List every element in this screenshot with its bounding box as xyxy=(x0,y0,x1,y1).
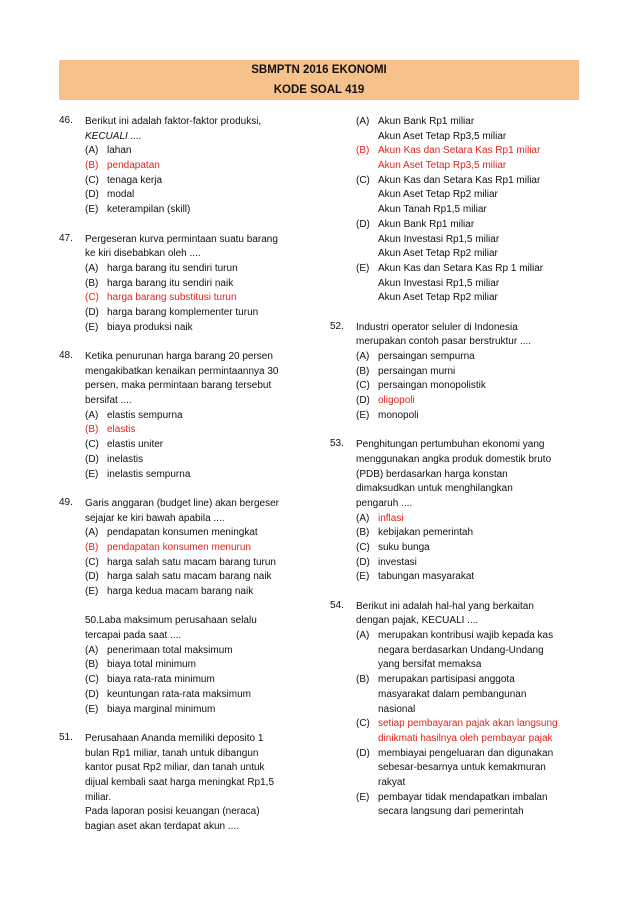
option-d-answer: (D) oligopoli xyxy=(356,395,415,407)
question-stem-line: dimaksudkan untuk menghilangkan xyxy=(356,483,513,495)
question-stem-line: Garis anggaran (budget line) akan bergeser xyxy=(85,497,280,509)
option-b: (B) harga barang itu sendiri naik xyxy=(85,277,234,289)
question-46 xyxy=(59,115,309,218)
question-stem-line: mengakibatkan kenaikan permintaannya 30 xyxy=(85,365,279,377)
option-a: (A) harga barang itu sendiri turun xyxy=(85,262,238,274)
option-e: (E) pembayar tidak mendapatkan imbalan secara langsung dari pemerintah xyxy=(356,791,548,818)
question-number: 47. xyxy=(59,232,73,244)
question-stem-line: ke kiri disebabkan oleh .... xyxy=(85,248,201,260)
option-b: (B) kebijakan pemerintah xyxy=(356,527,474,539)
option-c: (C) suku bunga xyxy=(356,541,430,553)
option-a: (A) penerimaan total maksimum xyxy=(85,644,233,656)
option-e: (E) inelastis sempurna xyxy=(85,468,191,480)
question-50 xyxy=(59,614,309,717)
option-d: (D) modal xyxy=(85,189,135,201)
option-e: (E) harga kedua macam barang naik xyxy=(85,586,254,597)
question-number: 53. xyxy=(330,438,344,450)
option-a: (A) pendapatan konsumen meningkat xyxy=(85,527,258,539)
option-e: (E) biaya marginal minimum xyxy=(85,703,216,715)
question-stem-line: 50.Laba maksimum perusahaan selalu xyxy=(85,615,257,627)
question-53 xyxy=(330,438,580,585)
left-column xyxy=(59,115,309,835)
question-number: 46. xyxy=(59,115,73,126)
option-c: (C) Akun Kas dan Setara Kas Rp1 miliar Akun Aset Tetap Rp2 miliar Akun Tanah Rp1,5 miliar xyxy=(356,174,541,216)
question-stem-line: Perusahaan Ananda memiliki deposito 1 xyxy=(85,732,264,744)
question-stem-line: kantor pusat Rp2 miliar, dan tanah untuk xyxy=(85,762,265,774)
question-49 xyxy=(59,497,309,600)
question-51 xyxy=(59,732,309,835)
question-stem-line: Ketika penurunan harga barang 20 persen xyxy=(85,351,273,362)
option-a: (A) Akun Bank Rp1 miliar Akun Aset Tetap Rp3,5 miliar xyxy=(356,116,507,142)
option-d: (D) Akun Bank Rp1 miliar Akun Investasi Rp1,5 miliar Akun Aset Tetap Rp2 miliar xyxy=(356,218,500,260)
question-stem-line: miliar. xyxy=(85,791,112,803)
option-a: (A) merupakan kontribusi wajib kepada kas negara berdasarkan Undang-Undang yang bersifat memaksa xyxy=(356,630,554,671)
option-b: (B) persaingan murni xyxy=(356,365,456,377)
question-51-options xyxy=(330,115,580,306)
question-stem-line: merupakan contoh pasar berstruktur .... xyxy=(356,336,532,348)
question-stem-line: (PDB) berdasarkan harga konstan xyxy=(356,468,508,480)
question-number: 48. xyxy=(59,350,73,361)
question-number: 49. xyxy=(59,496,73,508)
question-48 xyxy=(59,350,309,482)
right-column xyxy=(330,115,580,820)
option-d: (D) harga salah satu macam barang naik xyxy=(85,571,272,583)
option-b-answer: (B) pendapatan konsumen menurun xyxy=(85,541,251,553)
question-stem-line: Pergeseran kurva permintaan suatu barang xyxy=(85,233,278,245)
option-b-answer: (B) pendapatan xyxy=(85,160,160,172)
question-stem-line: bulan Rp1 miliar, tanah untuk dibangun xyxy=(85,747,259,759)
option-d: (D) inelastis xyxy=(85,453,144,465)
option-e: (E) monopoli xyxy=(356,409,419,421)
option-c-answer: (C) harga barang substitusi turun xyxy=(85,292,237,304)
question-54 xyxy=(330,600,580,820)
header-code: KODE SOAL 419 xyxy=(273,84,365,96)
question-stem-line: Berikut ini adalah faktor-faktor produksi, xyxy=(85,116,262,127)
option-b: (B) biaya total minimum xyxy=(85,659,196,671)
question-stem-line: sejajar ke kiri bawah apabila .... xyxy=(85,512,225,524)
question-stem-line: Industri operator seluler di Indonesia xyxy=(356,321,518,333)
option-d: (D) harga barang komplementer turun xyxy=(85,306,259,318)
option-a-answer: (A) inflasi xyxy=(356,512,404,524)
question-stem-line: Penghitungan pertumbuhan ekonomi yang xyxy=(356,439,545,451)
question-stem-line: tercapai pada saat .... xyxy=(85,630,182,642)
question-47 xyxy=(59,233,309,336)
option-c: (C) tenaga kerja xyxy=(85,174,163,186)
option-d: (D) keuntungan rata-rata maksimum xyxy=(85,688,251,700)
option-c: (C) harga salah satu macam barang turun xyxy=(85,556,276,568)
question-stem-line: bagian aset akan terdapat akun .... xyxy=(85,821,239,832)
page-header xyxy=(59,60,579,100)
question-stem-line: pengaruh .... xyxy=(356,497,413,509)
question-number: 52. xyxy=(330,320,344,332)
option-e: (E) keterampilan (skill) xyxy=(85,204,191,216)
question-stem-line: Berikut ini adalah hal-hal yang berkaitan xyxy=(356,600,534,612)
option-b-answer: (B) elastis xyxy=(85,424,136,436)
option-d: (D) investasi xyxy=(356,556,417,568)
question-stem-line: dengan pajak, KECUALI .... xyxy=(356,615,479,627)
option-c: (C) persaingan monopolistik xyxy=(356,380,486,392)
option-e: (E) tabungan masyarakat xyxy=(356,571,475,583)
question-number: 54. xyxy=(330,599,344,611)
option-d: (D) membiayai pengeluaran dan digunakan sebesar-besarnya untuk kemakmuran rakyat xyxy=(356,747,554,788)
option-a: (A) elastis sempurna xyxy=(85,409,183,421)
option-a: (A) persaingan sempurna xyxy=(356,351,475,362)
question-number: 51. xyxy=(59,731,73,743)
question-stem-line: menggunakan angka produk domestik bruto xyxy=(356,453,552,465)
header-title: SBMPTN 2016 EKONOMI xyxy=(251,64,387,76)
question-stem-line: dijual kembali saat harga meningkat Rp1,5 xyxy=(85,776,274,788)
question-stem-line: KECUALI .... xyxy=(85,130,142,142)
option-c: (C) elastis uniter xyxy=(85,439,164,451)
question-52 xyxy=(330,321,580,424)
question-stem-line: persen, maka permintaan barang tersebut xyxy=(85,380,272,392)
option-b-answer: (B) Akun Kas dan Setara Kas Rp1 miliar Akun Aset Tetap Rp3,5 miliar xyxy=(356,145,541,172)
option-a: (A) lahan xyxy=(85,145,132,157)
option-b: (B) merupakan partisipasi anggota masyarakat dalam pembangunan nasional xyxy=(356,674,527,715)
option-e: (E) Akun Kas dan Setara Kas Rp 1 miliar Akun Investasi Rp1,5 miliar Akun Aset Tetap Rp2 miliar xyxy=(356,262,544,304)
question-stem-line: Pada laporan posisi keuangan (neraca) xyxy=(85,806,260,818)
option-c-answer: (C) setiap pembayaran pajak akan langsung dinikmati hasilnya oleh pembayar pajak xyxy=(356,718,558,744)
option-e: (E) biaya produksi naik xyxy=(85,321,193,333)
question-stem-line: bersifat .... xyxy=(85,395,132,407)
option-c: (C) biaya rata-rata minimum xyxy=(85,674,215,686)
